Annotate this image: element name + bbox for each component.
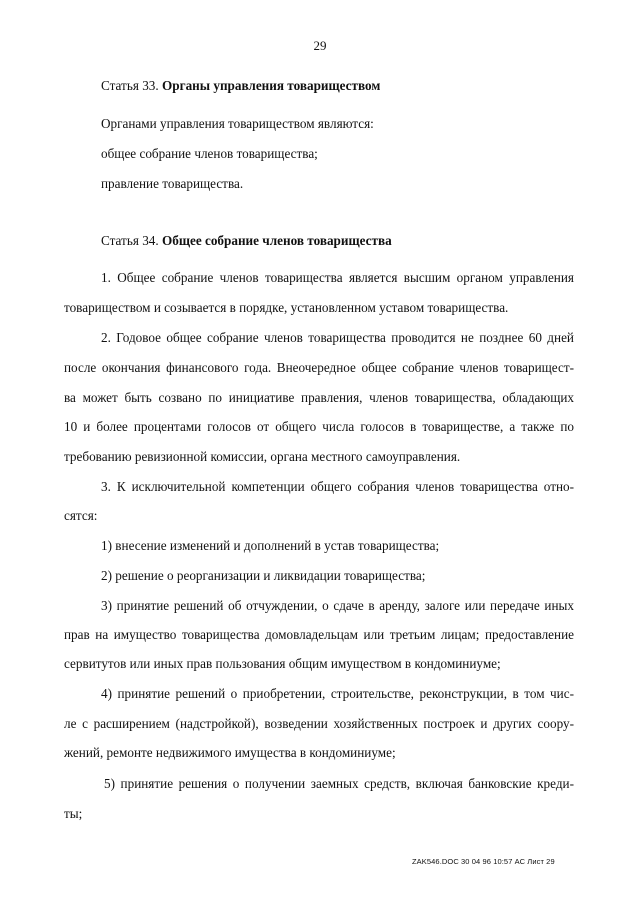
- list-item-2: 2) решение о реорганизации и ликвидации товарищества;: [101, 568, 426, 583]
- paragraph-2-line-3: ва может быть созвано по инициативе правления, членов товарищества, обладающих: [64, 390, 574, 405]
- paragraph-1-line-2: товариществом и созывается в порядке, установленном уставом товарищества.: [64, 300, 509, 315]
- article-33-title: Органы управления товариществом: [161, 78, 381, 93]
- article-33-line-3: правление товарищества.: [101, 176, 244, 191]
- list-item-4-line-2: ле с расширением (надстройкой), возведении хозяйственных построек и других соору-: [64, 716, 574, 731]
- article-34-prefix: Статья 34.: [101, 233, 159, 248]
- list-item-1: 1) внесение изменений и дополнений в устав товарищества;: [101, 538, 440, 553]
- list-item-3-line-1: 3) принятие решений об отчуждении, о сдаче в аренду, залоге или передаче иных: [101, 598, 574, 613]
- document-footer: ZAK546.DOC 30 04 96 10:57 АС Лист 29: [412, 857, 555, 866]
- paragraph-1-line-1: 1. Общее собрание членов товарищества является высшим органом управления: [101, 270, 574, 285]
- list-item-5-line-2: ты;: [64, 806, 83, 821]
- article-33-line-1: Органами управления товариществом являются:: [101, 116, 374, 131]
- list-item-3-line-2: прав на имущество товарищества домовладельцам или третьим лицам; предоставление: [64, 627, 574, 642]
- paragraph-3-line-1: 3. К исключительной компетенции общего собрания членов товарищества отно-: [101, 479, 574, 494]
- list-item-4-line-3: жений, ремонте недвижимого имущества в кондоминиуме;: [64, 745, 396, 760]
- article-33-prefix: Статья 33.: [101, 78, 159, 93]
- list-item-5-line-1: 5) принятие решения о получении заемных средств, включая банковские креди-: [104, 776, 574, 791]
- article-33-heading: [101, 78, 380, 94]
- paragraph-2-line-1: 2. Годовое общее собрание членов товарищества проводится не позднее 60 дней: [101, 330, 574, 345]
- article-33-line-2: общее собрание членов товарищества;: [101, 146, 318, 161]
- list-item-4-line-1: 4) принятие решений о приобретении, строительстве, реконструкции, в том чис-: [101, 686, 574, 701]
- page-number: 29: [313, 38, 327, 53]
- paragraph-2-line-5: требованию ревизионной комиссии, органа местного самоуправления.: [64, 449, 461, 464]
- paragraph-2-line-4: 10 и более процентами голосов от общего числа голосов в товариществе, а также по: [64, 419, 574, 434]
- paragraph-3-line-2: сятся:: [64, 508, 98, 523]
- paragraph-2-line-2: после окончания финансового года. Внеочередное общее собрание членов товарищест-: [64, 360, 574, 375]
- article-34-title: Общее собрание членов товарищества: [161, 233, 392, 248]
- list-item-3-line-3: сервитутов или иных прав пользования общим имуществом в кондоминиуме;: [64, 656, 501, 671]
- article-34-heading: [101, 233, 392, 249]
